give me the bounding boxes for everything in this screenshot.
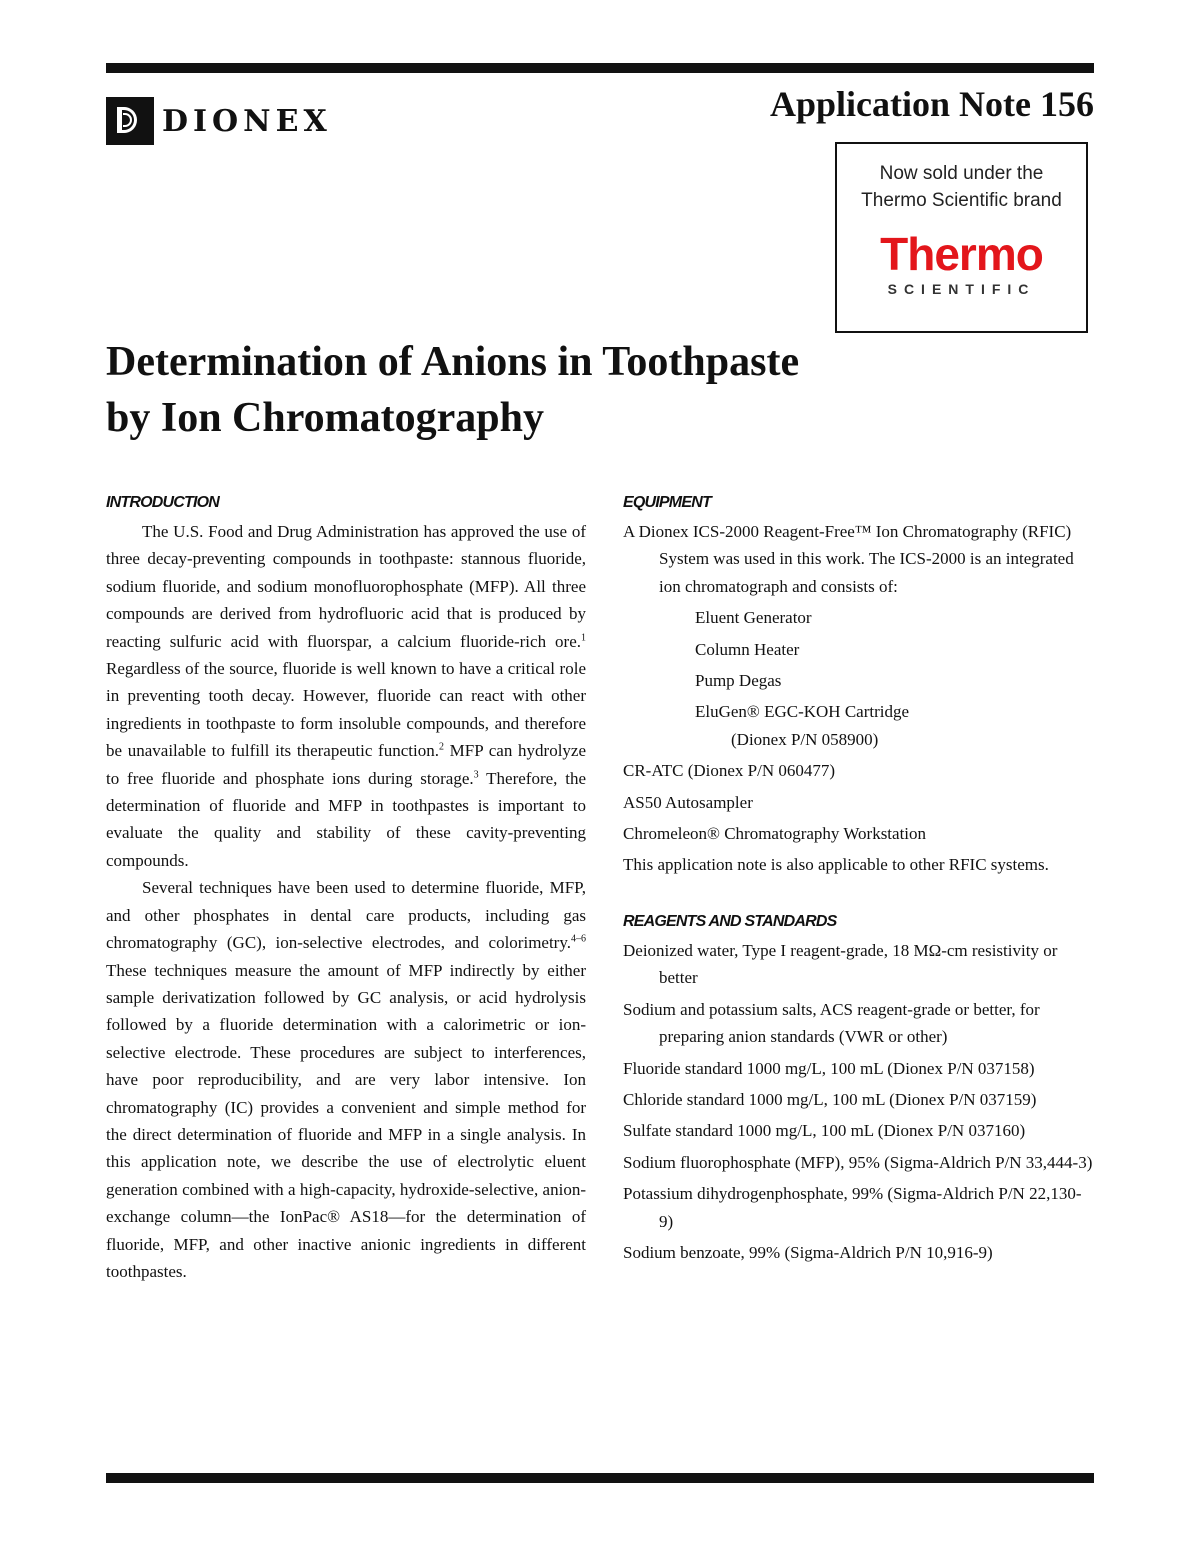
equipment-item: Chromeleon® Chromatography Workstation [623, 824, 927, 844]
cartridge-part-number: (Dionex P/N 058900) [731, 729, 879, 749]
equipment-component: Pump Degas [695, 671, 782, 691]
top-rule [106, 63, 1094, 73]
title-line2: by Ion Chromatography [106, 395, 544, 441]
intro-paragraph-1: The U.S. Food and Drug Administration has approved the use of three decay-preventing compounds in toothpaste: stannous fluoride, sodium fluoride, and sodium monofluorophosphate (MFP). All three compounds are derived from hydrofluoric acid that is produced by reacting sulfuric acid with fluorspar, a calcium fluoride-rich ore.$^1$ Regardless of the source, fluoride is well known to have a critical role in preventing tooth decay. However, fluoride can react with other ingredients in toothpaste to form insoluble compounds, and therefore be unavailable to fulfill its therapeutic function.$^2$ MFP can hydrolyze to free fluoride and phosphate ions during storage.$^3$ Therefore, the determination of fluoride and MFP in toothpastes is important to evaluate the quality and stability of these cavity-preventing compounds. [106, 522, 587, 870]
dionex-logo-text: DIONEX [162, 103, 332, 139]
equipment-component: Column Heater [695, 639, 800, 659]
ref-1: 1 [581, 631, 586, 643]
thermo-brand-box [835, 142, 1088, 333]
ref-3: 3 [473, 769, 479, 780]
page-title [106, 334, 799, 446]
reagents-heading: REAGENTS AND STANDARDS [623, 912, 837, 930]
reagent-item: Sodium and potassium salts, ACS reagent-grade or better, for preparing anion standards (VWR or other) [623, 999, 1040, 1047]
reagent-item: Fluoride standard 1000 mg/L, 100 mL (Dionex P/N 037158) [623, 1058, 1035, 1078]
equipment-component: EluGen® EGC-KOH Cartridge [695, 702, 910, 722]
reagent-item: Sodium fluorophosphate (MFP), 95% (Sigma-Aldrich P/N 33,444-3) [623, 1152, 1093, 1172]
equipment-note: This application note is also applicable to other RFIC systems. [623, 855, 1049, 875]
reagent-item: Sodium benzoate, 99% (Sigma-Aldrich P/N 10,916-9) [623, 1242, 993, 1262]
dionex-logo [106, 97, 332, 145]
scientific-logo-text: SCIENTIFIC [887, 281, 1036, 297]
reagent-item: Deionized water, Type I reagent-grade, 18 MΩ-cm resistivity or better [623, 940, 1058, 988]
ref-4-6: 4–6 [571, 933, 586, 945]
intro-paragraph-2: Several techniques have been used to determine fluoride, MFP, and other phosphates in dental care products, including gas chromatography (GC), ion-selective electrodes, and colorimetry.$^{4-6}$ These techniques measure the amount of MFP indirectly by either sample derivatization followed by GC analysis, or acid hydrolysis followed by a fluoride determination with a calorimetric or ion-selective electrode. These procedures are subject to interferences, have poor reproducibility, and are very labor intensive. Ion chromatography (IC) provides a convenient and simple method for the direct determination of fluoride and MFP in a single analysis. In this application note, we describe the use of electrolytic eluent generation combined with a high-capacity, hydroxide-selective, anion-exchange column—the IonPac® AS18—for the determination of fluoride, MFP, and other inactive anionic ingredients in different toothpastes. [106, 878, 586, 1281]
brand-notice-line2: Thermo Scientific brand [861, 190, 1062, 211]
right-column [623, 492, 1093, 1270]
ref-2: 2 [438, 741, 444, 753]
reagent-item: Chloride standard 1000 mg/L, 100 mL (Dionex P/N 037159) [623, 1089, 1037, 1109]
equipment-item: CR-ATC (Dionex P/N 060477) [623, 761, 836, 781]
introduction-heading: INTRODUCTION [106, 494, 220, 511]
application-note-number: Application Note 156 [770, 84, 1094, 124]
equipment-intro: A Dionex ICS-2000 Reagent-Free™ Ion Chromatography (RFIC) System was used in this work. The ICS-2000 is an integrated ion chromatograph and consists of: [623, 522, 1074, 596]
title-line1: Determination of Anions in Toothpaste [106, 339, 800, 385]
equipment-heading: EQUIPMENT [623, 494, 711, 511]
bottom-rule [106, 1473, 1094, 1483]
dionex-logo-mark-icon [106, 97, 154, 145]
reagent-item: Sulfate standard 1000 mg/L, 100 mL (Dionex P/N 037160) [623, 1121, 1026, 1141]
equipment-item: AS50 Autosampler [623, 792, 753, 812]
reagent-item: Potassium dihydrogenphosphate, 99% (Sigma-Aldrich P/N 22,130-9) [623, 1184, 1082, 1231]
left-column [106, 492, 586, 1285]
brand-notice-line1: Now sold under the [879, 163, 1044, 184]
thermo-logo-text: Thermo [880, 228, 1043, 280]
equipment-component: Eluent Generator [695, 608, 812, 628]
